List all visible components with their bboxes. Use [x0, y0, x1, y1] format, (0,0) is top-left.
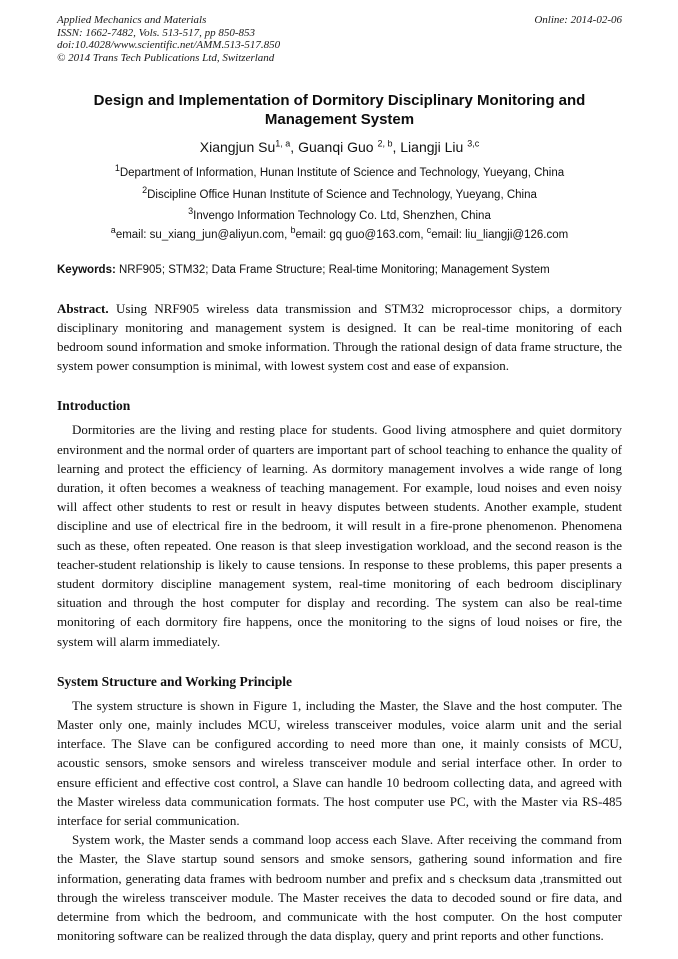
keywords-label: Keywords: — [57, 263, 116, 276]
system-structure-paragraph-2: System work, the Master sends a command loop access each Slave. After receiving the command from the Master, the Slave startup sound sensors and smoke sensors, gathering sound information and fire information, generating data frames with bedroom number and prefix and s checksum data ,transmitted out through the wireless transceiver module. The Master receives the data to decoded sound or fire data, and determine from which the bedroom, and communicate with the host computer. On the host computer monitoring software can be realized through the data display, query and print reports and other functions. — [57, 832, 622, 944]
journal-title: Applied Mechanics and Materials — [57, 14, 207, 26]
author-superscript: 3,c — [467, 138, 480, 149]
author-superscript: 2, b — [377, 138, 393, 149]
paper-title: Design and Implementation of Dormitory Disciplinary Monitoring and Management System — [93, 92, 586, 128]
affiliation-superscript: 3 — [188, 206, 194, 217]
affiliation-line — [57, 206, 622, 228]
doi-line: doi:10.4028/www.scientific.net/AMM.513-517.850 — [57, 39, 281, 51]
affiliation-text: Invengo Information Technology Co. Ltd, Shenzhen, China — [193, 210, 491, 222]
email-superscript: b — [290, 224, 296, 235]
author-separator: , — [392, 139, 401, 155]
authors-line — [57, 138, 622, 156]
online-date: Online: 2014-02-06 — [534, 14, 622, 26]
journal-info-block — [57, 14, 280, 64]
page-header — [57, 14, 622, 64]
author-name: Xiangjun Su — [199, 139, 276, 155]
section-heading-system-structure: System Structure and Working Principle — [57, 673, 293, 689]
author-superscript: 1, a — [275, 138, 291, 149]
copyright-line: © 2014 Trans Tech Publications Ltd, Switzerland — [57, 51, 275, 64]
abstract-text: Using NRF905 wireless data transmission and STM32 microprocessor chips, a dormitory disciplinary monitoring and management system is designed. It can be real-time monitoring of each bedroom sound information and smoke information. Through the rational design of data frame structure, the system power consumption is minimal, with lowest system cost and ease of expansion. — [57, 300, 622, 374]
abstract-label: Abstract. — [57, 300, 109, 316]
author-name: Liangji Liu — [400, 139, 468, 155]
affiliation-superscript: 2 — [142, 184, 148, 195]
author-name: Guanqi Guo — [298, 139, 378, 155]
affiliation-line — [57, 163, 622, 185]
keywords-line — [57, 263, 622, 278]
email-text: email: liu_liangji@126.com — [431, 228, 569, 241]
email-text: email: gq guo@163.com, — [295, 228, 427, 241]
email-text: email: su_xiang_jun@aliyun.com, — [115, 228, 291, 241]
emails-line — [57, 224, 622, 241]
affiliations-block — [57, 163, 622, 228]
system-structure-paragraph-1: The system structure is shown in Figure 1, including the Master, the Slave and the host computer. The Master only one, mainly includes MCU, wireless transceiver modules, voice alarm unit and the serial interface. The Slave can be configured according to need more than one, it mainly consists of MCU, acoustic sensors, smoke sensors and wireless transceiver module and serial interface other. In order to ensure efficient and effective cost control, a Slave can handle 10 bedroom collecting data, and agreed with the Master wireless data communication formats. The host computer use PC, with the Master via RS-485 interface for serial communication. — [57, 697, 622, 828]
affiliation-line — [57, 185, 622, 207]
affiliation-superscript: 1 — [114, 163, 120, 174]
keywords-text: NRF905; STM32; Data Frame Structure; Real-time Monitoring; Management System — [115, 263, 550, 276]
author-separator: , — [290, 139, 299, 155]
introduction-paragraph: Dormitories are the living and resting place for students. Good living atmosphere and quiet dormitory environment and the normal order of quarters are important part of school teaching to enhance the quality of learning and protect the efficiency of learning. As dormitory management involves a wide range of long duration, it often becomes a weakness of teaching management. For example, loud noises and even noisy will affect other students to rest or result in heavy disputes between students. Another example, student discipline and use of electrical fire in the bedroom, it will result in a fire-prone phenomenon. Phenomena such as these, often repeated. One reason is that sleep investigation workload, and the second reason is the teacher-student relationship is likely to cause tensions. In response to these problems, this paper presents a student dormitory discipline management system, real-time monitoring of each bedroom disciplinary situation and through the host computer for display and recording. The system can also be real-time monitoring of each dormitory fire happens, once the monitoring to the signs of loud noises or fire, the system will alarm immediately. — [57, 422, 622, 649]
email-superscript: c — [426, 224, 432, 235]
email-superscript: a — [110, 224, 116, 235]
affiliation-text: Discipline Office Hunan Institute of Science and Technology, Yueyang, China — [147, 188, 537, 201]
section-heading-introduction: Introduction — [57, 398, 131, 414]
affiliation-text: Department of Information, Hunan Institute of Science and Technology, Yueyang, China — [119, 167, 565, 179]
issn-line: ISSN: 1662-7482, Vols. 513-517, pp 850-853 — [57, 26, 255, 39]
abstract-paragraph — [57, 299, 622, 376]
